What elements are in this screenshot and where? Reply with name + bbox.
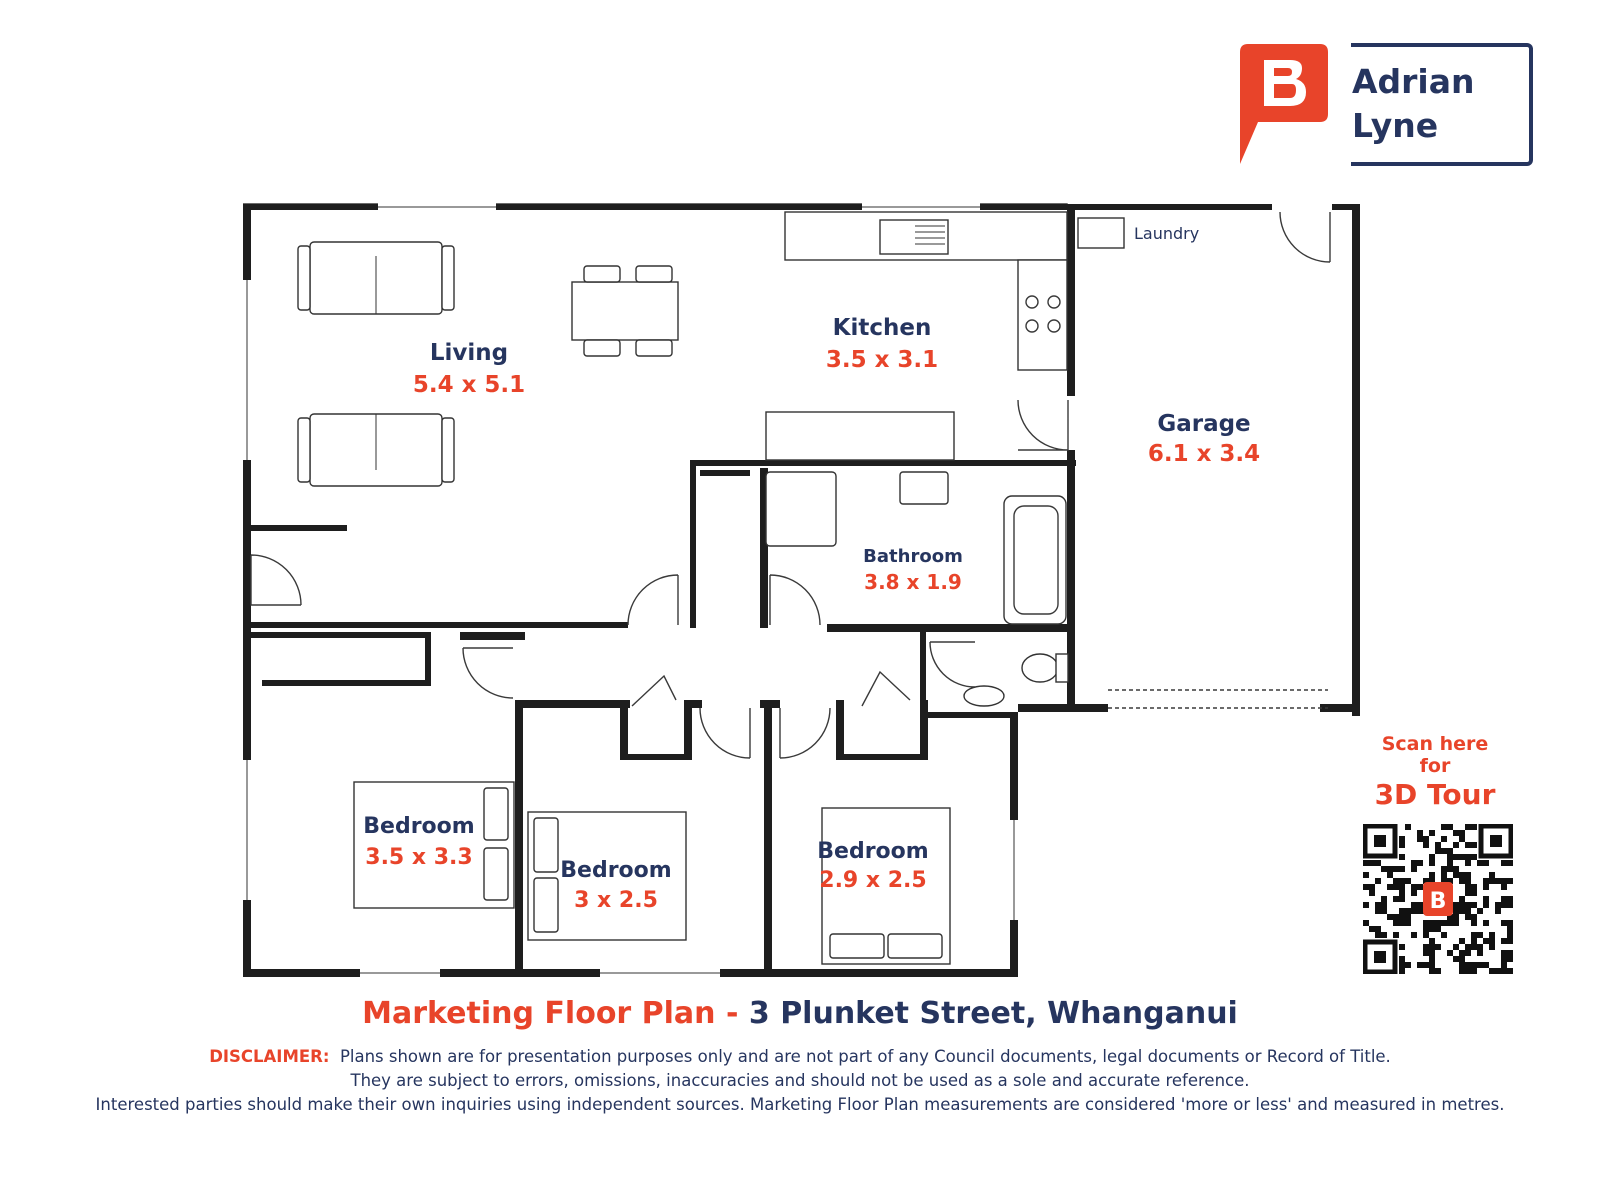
laundry-tub-icon — [1078, 218, 1124, 248]
basin-icon — [900, 472, 948, 504]
disclaimer-line2: They are subject to errors, omissions, inaccuracies and should not be used as a sole and accurate reference. — [350, 1071, 1250, 1090]
room-name-garage: Garage — [1157, 411, 1251, 437]
stove-icon — [1018, 260, 1067, 370]
room-name-bathroom: Bathroom — [863, 546, 963, 567]
room-dims-bathroom: 3.8 x 1.9 — [864, 570, 962, 594]
vanity-icon — [964, 686, 1004, 706]
room-dims-bedroom-3: 2.9 x 2.5 — [819, 868, 927, 893]
room-dims-bedroom-1: 3.5 x 3.3 — [365, 845, 473, 870]
room-name-bedroom-3: Bedroom — [817, 839, 929, 864]
disclaimer-line1: Plans shown are for presentation purposes only and are not part of any Council documents, legal documents or Record of Title. — [339, 1047, 1391, 1066]
room-name-bedroom-1: Bedroom — [363, 814, 475, 839]
plan-title-address: 3 Plunket Street, Whanganui — [748, 996, 1238, 1031]
room-dims-garage: 6.1 x 3.4 — [1147, 441, 1261, 467]
brand-name-line2: Lyne — [1352, 106, 1439, 145]
shower-icon — [766, 472, 836, 546]
scan-line3: 3D Tour — [1374, 778, 1496, 811]
scan-line2: for — [1419, 755, 1451, 777]
room-name-bedroom-2: Bedroom — [560, 858, 672, 883]
room-name-living: Living — [429, 340, 509, 366]
sink-icon — [880, 220, 948, 254]
room-name-kitchen: Kitchen — [832, 315, 932, 341]
disclaimer-line3: Interested parties should make their own inquiries using independent sources. Marketing Floor Plan measurements are considered 'more or less' and measured in metres. — [95, 1095, 1505, 1114]
plan-title — [0, 996, 1600, 1031]
qr-logo-letter: B — [1429, 889, 1447, 914]
room-dims-bedroom-2: 3 x 2.5 — [574, 888, 658, 913]
scan-line1: Scan here — [1381, 733, 1489, 755]
room-name-laundry: Laundry — [1134, 224, 1200, 243]
room-dims-living: 5.4 x 5.1 — [412, 372, 526, 398]
scan-prompt — [1370, 733, 1500, 813]
toilet-icon — [1022, 654, 1058, 682]
disclaimer-label: DISCLAIMER: — [209, 1047, 330, 1066]
brand-name-line1: Adrian — [1352, 62, 1475, 101]
room-dims-kitchen: 3.5 x 3.1 — [825, 347, 939, 373]
dining-table-icon — [572, 282, 678, 340]
kitchen-island — [766, 412, 954, 460]
plan-title-left: Marketing Floor Plan - — [362, 996, 749, 1031]
qr-code-icon[interactable] — [1363, 824, 1513, 974]
disclaimer — [0, 1045, 1600, 1117]
